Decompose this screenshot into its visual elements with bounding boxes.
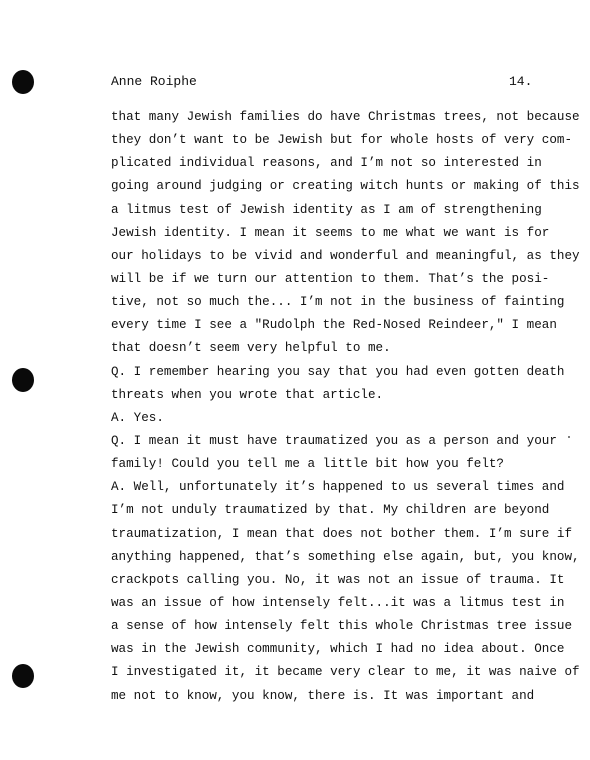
text-line: going around judging or creating witch hunts or making of this (111, 179, 580, 194)
page-number: 14. (509, 74, 533, 89)
text-line: a litmus test of Jewish identity as I am of strengthening (111, 202, 542, 217)
text-line: Jewish identity. I mean it seems to me what we want is for (111, 225, 550, 240)
text-line: threats when you wrote that article. (111, 387, 384, 402)
text-line: crackpots calling you. No, it was not an issue of trauma. It (111, 572, 565, 587)
text-line: Q. I remember hearing you say that you had even gotten death (111, 364, 565, 379)
text-line: will be if we turn our attention to them. That’s the posi- (111, 271, 550, 286)
text-line: tive, not so much the... I’m not in the business of fainting (111, 295, 565, 310)
transcript-body (111, 106, 580, 708)
text-line: our holidays to be vivid and wonderful and meaningful, as they (111, 248, 580, 263)
header-author: Anne Roiphe (111, 74, 197, 89)
text-line: family! Could you tell me a little bit how you felt? (111, 457, 504, 472)
text-line: was an issue of how intensely felt...it was a litmus test in (111, 595, 565, 610)
text-line: that many Jewish families do have Christmas trees, not because (111, 110, 580, 124)
text-line: every time I see a "Rudolph the Red-Nosed Reindeer," I mean (111, 318, 557, 333)
text-line: Q. I mean it must have traumatized you as a person and your (111, 433, 557, 448)
text-line: was in the Jewish community, which I had no idea about. Once (111, 642, 565, 657)
text-line: traumatization, I mean that does not bother them. I’m sure if (111, 526, 573, 541)
punch-hole-bottom (12, 664, 34, 688)
text-line: a sense of how intensely felt this whole Christmas tree issue (111, 619, 573, 634)
text-line: I’m not unduly traumatized by that. My children are beyond (111, 503, 550, 518)
text-line: they don’t want to be Jewish but for whole hosts of very com- (111, 133, 573, 148)
text-line: I investigated it, it became very clear to me, it was naive of (111, 665, 580, 680)
scan-speck (568, 436, 570, 438)
text-line: me not to know, you know, there is. It was important and (111, 688, 535, 703)
text-line: plicated individual reasons, and I’m not so interested in (111, 156, 542, 171)
text-line: A. Well, unfortunately it’s happened to us several times and (111, 480, 565, 495)
text-line: that doesn’t seem very helpful to me. (111, 341, 391, 356)
punch-hole-top (12, 70, 34, 94)
text-line: anything happened, that’s something else again, but, you know, (111, 549, 580, 564)
punch-hole-middle (12, 368, 34, 392)
text-line: A. Yes. (111, 410, 164, 425)
